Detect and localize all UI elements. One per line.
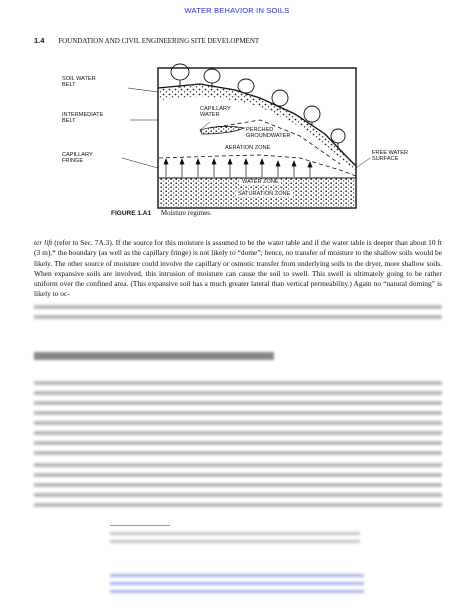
running-head	[34, 36, 259, 45]
blurred-download-footer	[110, 572, 364, 598]
figure-caption-number: FIGURE 1.A1	[111, 210, 152, 217]
label-free-water-surface: FREE WATER SURFACE	[372, 150, 409, 163]
page-number: 1.4	[34, 36, 45, 45]
blurred-paragraph	[34, 302, 442, 324]
water-table-line	[159, 155, 356, 176]
running-head-title: FOUNDATION AND CIVIL ENGINEERING SITE DEVELOPMENT	[58, 37, 260, 45]
moisture-regimes-figure	[60, 58, 416, 218]
label-intermediate-belt: INTERMEDIATE BELT	[62, 112, 104, 125]
label-perched-groundwater: PERCHED GROUNDWATER	[246, 127, 291, 140]
perched-groundwater-lens	[200, 126, 244, 134]
blurred-paragraph	[34, 460, 442, 512]
footnote-rule	[110, 525, 170, 526]
blurred-paragraph	[34, 378, 442, 458]
blurred-footnotes	[110, 530, 360, 544]
capillary-fringe-arrows	[164, 159, 312, 177]
label-saturation-zone: SATURATION ZONE	[238, 191, 291, 197]
free-water-leader	[356, 158, 370, 168]
page-banner: WATER BEHAVIOR IN SOILS	[184, 6, 290, 15]
body-paragraph	[34, 238, 442, 300]
label-soil-water-belt: SOIL WATER BELT	[62, 76, 96, 89]
blurred-section-heading	[34, 352, 274, 360]
label-capillary-fringe: CAPILLARY FRINGE	[62, 152, 93, 165]
body-paragraph-text: (refer to Sec. 7A.3). If the source for this moisture is assumed to be the water table and if the water table is deeper than about 10 ft (3 m),* the boundary (as well as the capillary fringe) is not likely to “dome”; hence, no transfer of moisture to the shallow soils would be likely. The other source of moisture could involve the capillary or osmotic transfer from underlying soils to the dryer, more shallow soils. When expansive soils are involved, this intrusion of moisture can cause the soil to swell. This swell is ultimately going to be rather uniform over the confined area. (This expansive soil has a much greater lateral than vertical permeability.) Again no “natural doming” is likely to oc-	[34, 238, 442, 299]
label-aeration-zone: AERATION ZONE	[225, 145, 271, 151]
figure-caption	[111, 209, 212, 217]
body-paragraph-term: ter lift	[34, 238, 53, 247]
label-capillary-water: CAPILLARY WATER	[200, 106, 231, 119]
label-water-zone: WATER ZONE	[242, 179, 279, 185]
figure-caption-text: Moisture regimes.	[160, 209, 212, 217]
